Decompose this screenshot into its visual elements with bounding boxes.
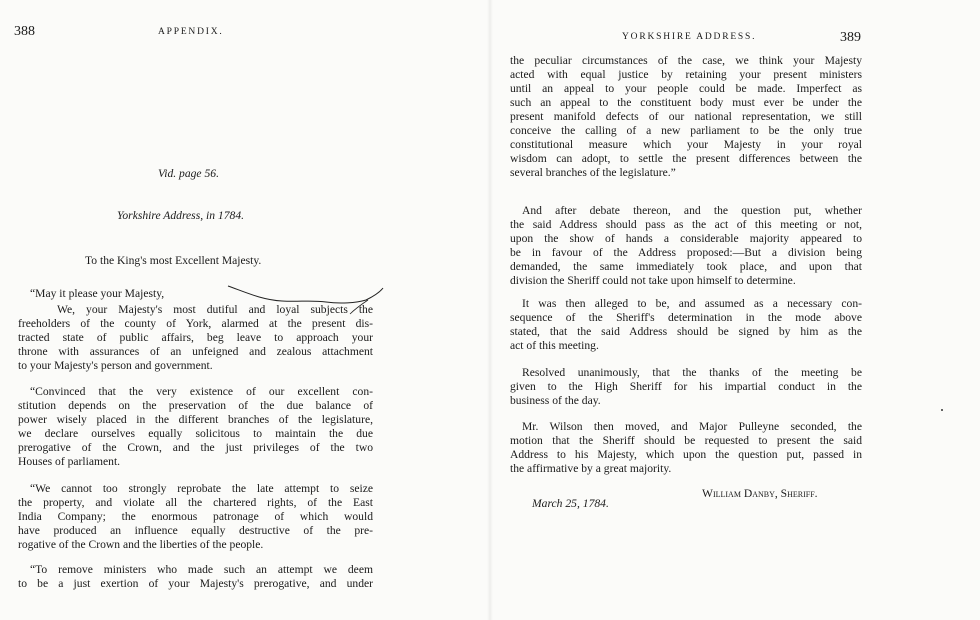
text-line: power wisely placed in the different branches of the legislature, [18, 413, 373, 426]
text-line: rogative of the Crown and the liberties of the people. [18, 538, 264, 551]
text-line: business of the day. [510, 394, 601, 407]
text-line: to your Majesty's person and government. [18, 359, 213, 372]
text-line: upon the show of hands a considerable majority appeared to [510, 232, 862, 245]
text-line: the affirmative by a great majority. [510, 462, 672, 475]
text-line: sequence of the Sheriff's determination in the mode above [510, 311, 862, 324]
text-line: demanded, the same immediately took place, and upon that [510, 260, 862, 273]
text-line: have produced an influence equally destructive of the pre- [18, 524, 373, 537]
text-line: constitutional measure which your Majesty in your royal [510, 138, 862, 151]
text-line: present manifold defects of our national representation, we still [510, 110, 862, 123]
text-line: such an appeal to the constituent body must ever be under the [510, 96, 862, 109]
text-line: to be a just exertion of your Majesty's prerogative, and under [18, 577, 373, 590]
salutation: To the King's most Excellent Majesty. [85, 254, 262, 267]
text-line: It was then alleged to be, and assumed as a necessary con- [522, 297, 862, 310]
text-line: we declare ourselves equally solicitous to maintain the due [18, 427, 373, 440]
text-line: several branches of the legislature.” [510, 166, 676, 179]
text-line: act of this meeting. [510, 339, 599, 352]
left-running-head: APPENDIX. [158, 27, 224, 37]
text-line: India Company; the enormous patronage of which would [18, 510, 373, 523]
text-line: Houses of parliament. [18, 455, 121, 468]
text-line: Mr. Wilson then moved, and Major Pulleyne seconded, the [522, 420, 862, 433]
text-line: throne with assurances of an unfeigned and zealous attachment [18, 345, 373, 358]
text-line: Resolved unanimously, that the thanks of the meeting be [522, 366, 862, 379]
text-line: stated, that the said Address should be signed by him as the [510, 325, 862, 338]
text-line: prerogative of the Crown, and the just privileges of the two [18, 441, 373, 454]
scan-speck [941, 409, 943, 411]
opening-address: “May it please your Majesty, [30, 287, 165, 300]
text-line: the property, and violate all the chartered rights, of the East [18, 496, 373, 509]
document-heading: Yorkshire Address, in 1784. [117, 209, 245, 222]
text-line: “To remove ministers who made such an attempt we deem [30, 563, 373, 576]
text-line: stitution depends on the preservation of the due balance of [18, 399, 373, 412]
text-line: until an appeal to your people could be made. Imperfect as [510, 82, 862, 95]
text-line: wisdom can adopt, to settle the present differences between the [510, 152, 862, 165]
text-line: We, your Majesty's most dutiful and loyal subjects the [57, 303, 373, 316]
cross-reference: Vid. page 56. [158, 167, 219, 180]
right-page-number: 389 [840, 30, 861, 45]
text-line: given to the High Sheriff for his impartial conduct in the [510, 380, 862, 393]
right-running-head: YORKSHIRE ADDRESS. [622, 32, 757, 42]
text-line: tracted state of public affairs, beg leave to approach your [18, 331, 373, 344]
signature: William Danby, Sheriff. [702, 487, 818, 500]
text-line: And after debate thereon, and the question put, whether [522, 204, 862, 217]
text-line: division the Sheriff could not take upon himself to determine. [510, 274, 796, 287]
text-line: “Convinced that the very existence of our excellent con- [30, 385, 373, 398]
date: March 25, 1784. [532, 497, 609, 510]
text-line: “We cannot too strongly reprobate the late attempt to seize [30, 482, 373, 495]
text-line: freeholders of the county of York, alarmed at the present dis- [18, 317, 373, 330]
left-page-number: 388 [14, 24, 35, 39]
text-line: motion that the Sheriff should be requested to present the said [510, 434, 862, 447]
text-line: be in favour of the Address proposed:—But a division being [510, 246, 862, 259]
text-line: conceive the calling of a new parliament to be the only true [510, 124, 862, 137]
text-line: the said Address should pass as the act of this meeting or not, [510, 218, 862, 231]
text-line: the peculiar circumstances of the case, we think your Majesty [510, 54, 862, 67]
text-line: Address to his Majesty, which upon the question put, passed in [510, 448, 862, 461]
text-line: acted with equal justice by retaining your present ministers [510, 68, 862, 81]
